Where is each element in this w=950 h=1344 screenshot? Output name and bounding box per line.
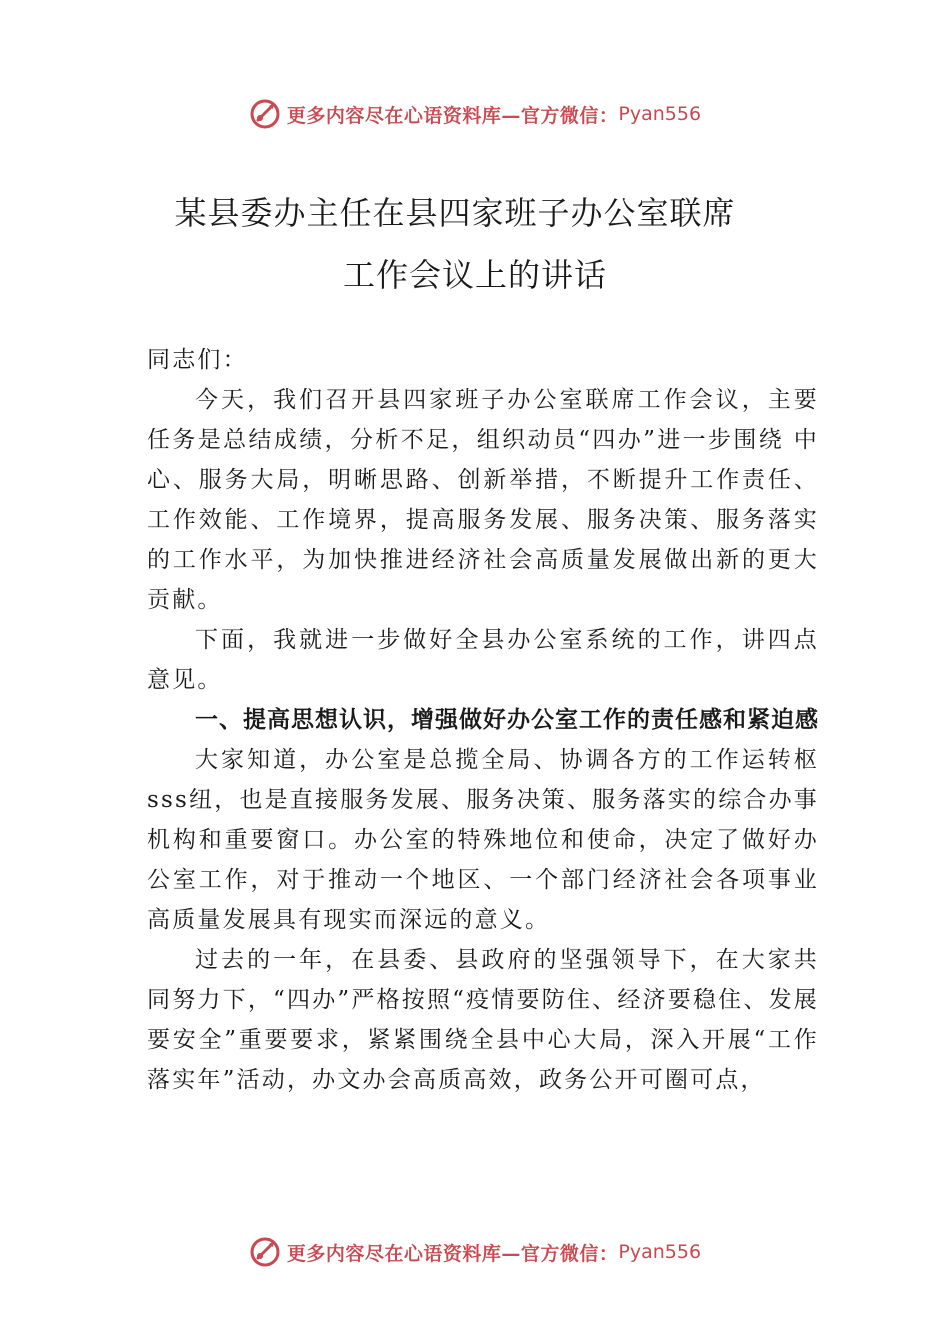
brand-logo-icon — [249, 98, 281, 130]
document-body — [147, 340, 819, 1100]
banner-wechat-id: Pyan556 — [618, 103, 702, 125]
document-title-line-1: 某县委办主任在县四家班子办公室联席 — [174, 194, 736, 232]
banner-text: 更多内容尽在心语资料库—官方微信： — [286, 1242, 619, 1265]
section-heading-1: 一、提高思想认识，增强做好办公室工作的责任感和紧迫感 — [195, 707, 819, 733]
brand-logo-icon — [249, 1236, 281, 1268]
header-banner — [0, 94, 950, 134]
banner-text: 更多内容尽在心语资料库—官方微信： — [286, 104, 619, 127]
salutation: 同志们： — [147, 347, 248, 373]
paragraph-1: 今天，我们召开县四家班子办公室联席工作会议，主要任务是总结成绩，分析不足，组织动员“四办”进一步围绕 中心、服务大局，明晰思路、创新举措，不断提升工作责任、工作效能、工作境界，提高服务发展、服务决策、服务落实的工作水平，为加快推进经济社会高质量发展做出新的更大贡献。 — [147, 387, 819, 613]
footer-banner — [0, 1232, 950, 1272]
paragraph-3: 大家知道，办公室是总揽全局、协调各方的工作运转枢sss纽，也是直接服务发展、服务决策、服务落实的综合办事机构和重要窗口。办公室的特殊地位和使命，决定了做好办公室工作，对于推动一个地区、一个部门经济社会各项事业高质量发展具有现实而深远的意义。 — [147, 747, 820, 933]
banner-wechat-id: Pyan556 — [618, 1241, 702, 1263]
document-title-line-2: 工作会议上的讲话 — [342, 256, 607, 294]
paragraph-2: 下面，我就进一步做好全县办公室系统的工作，讲四点意见。 — [147, 627, 819, 693]
paragraph-4: 过去的一年，在县委、县政府的坚强领导下，在大家共同努力下，“四办”严格按照“疫情要防住、经济要稳住、发展要安全”重要要求，紧紧围绕全县中心大局，深入开展“工作落实年”活动，办文办会高质高效，政务公开可圈可点， — [147, 947, 819, 1093]
